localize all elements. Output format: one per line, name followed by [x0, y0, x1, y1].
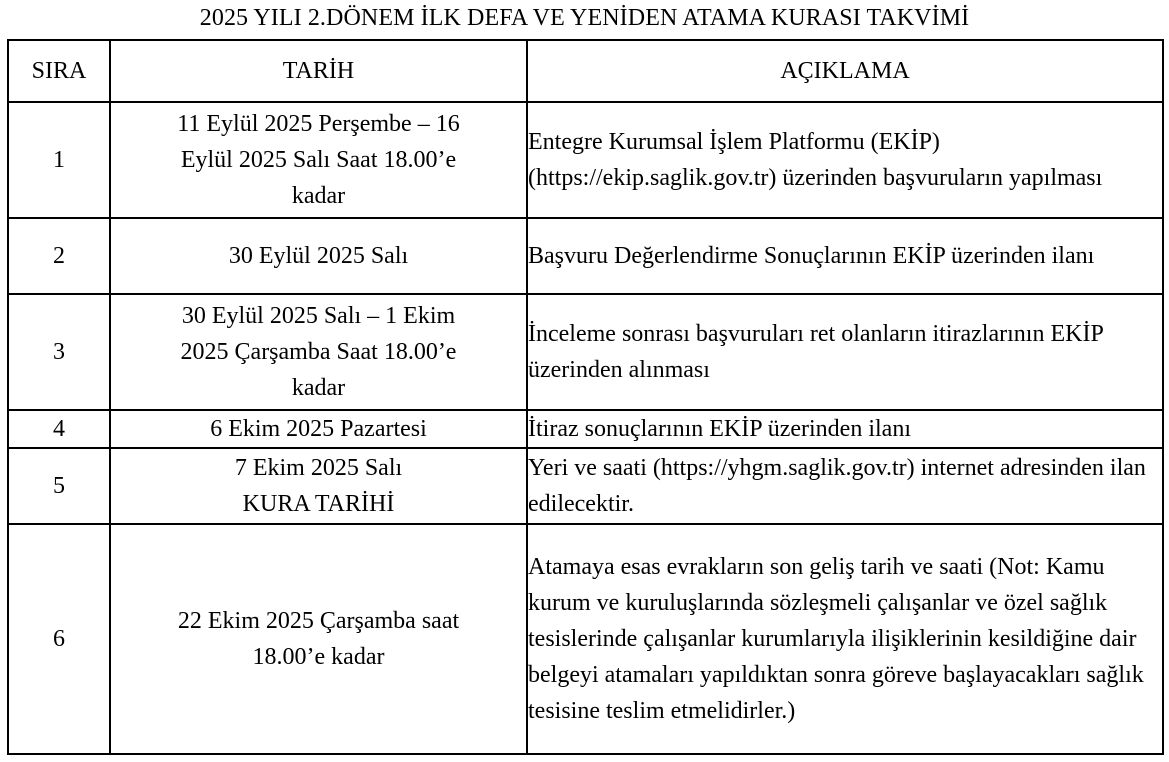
table-row — [8, 524, 1163, 754]
table-row — [8, 448, 1163, 524]
document-title: 2025 YILI 2.DÖNEM İLK DEFA VE YENİDEN ATAMA KURASI TAKVİMİ — [199, 5, 970, 31]
tarih-line: Eylül 2025 Salı Saat 18.00’e — [180, 147, 457, 173]
table-row — [8, 294, 1163, 410]
tarih-line: 6 Ekim 2025 Pazartesi — [210, 416, 427, 442]
row-aciklama: Atamaya esas evrakların son geliş tarih ve saati (Not: Kamu kurum ve kuruluşlarında sözleşmeli çalışanlar ve özel sağlık tesislerinde çalışanlar kurumlarıyla ilişiklerinin kesildiğine dair belgeyi atamaları yapıldıktan sonra göreve başlayacakları sağlık tesisine teslim etmelidirler.) — [527, 524, 1163, 754]
row-sira: 2 — [8, 218, 110, 294]
tarih-line: 22 Ekim 2025 Çarşamba saat — [177, 608, 460, 634]
tarih-line: 18.00’e kadar — [252, 644, 385, 670]
tarih-line: 30 Eylül 2025 Salı — [228, 243, 409, 269]
row-sira: 5 — [8, 448, 110, 524]
tarih-line: 7 Ekim 2025 Salı — [234, 455, 403, 481]
schedule-table — [7, 39, 1164, 755]
row-aciklama: Entegre Kurumsal İşlem Platformu (EKİP) (https://ekip.saglik.gov.tr) üzerinden başvuruların yapılması — [527, 102, 1163, 218]
row-aciklama: Başvuru Değerlendirme Sonuçlarının EKİP üzerinden ilanı — [527, 218, 1163, 294]
row-sira: 6 — [8, 524, 110, 754]
tarih-line: 11 Eylül 2025 Perşembe – 16 — [177, 111, 460, 137]
header-aciklama: AÇIKLAMA — [527, 40, 1163, 102]
tarih-line: 2025 Çarşamba Saat 18.00’e — [180, 339, 457, 365]
row-tarih — [110, 294, 527, 410]
table-row — [8, 102, 1163, 218]
table-header-row — [8, 40, 1163, 102]
row-tarih — [110, 524, 527, 754]
row-aciklama: Yeri ve saati (https://yhgm.saglik.gov.tr) internet adresinden ilan edilecektir. — [527, 448, 1163, 524]
row-sira: 4 — [8, 410, 110, 448]
header-tarih: TARİH — [110, 40, 527, 102]
row-tarih — [110, 410, 527, 448]
table-row — [8, 218, 1163, 294]
table-row — [8, 410, 1163, 448]
header-sira: SIRA — [8, 40, 110, 102]
tarih-line: kadar — [291, 375, 346, 401]
row-tarih — [110, 218, 527, 294]
row-aciklama: İnceleme sonrası başvuruları ret olanların itirazlarının EKİP üzerinden alınması — [527, 294, 1163, 410]
row-sira: 3 — [8, 294, 110, 410]
tarih-line: 30 Eylül 2025 Salı – 1 Ekim — [181, 303, 456, 329]
tarih-line: KURA TARİHİ — [242, 491, 395, 517]
tarih-line: kadar — [291, 183, 346, 209]
row-aciklama: İtiraz sonuçlarının EKİP üzerinden ilanı — [527, 410, 1163, 448]
row-sira: 1 — [8, 102, 110, 218]
row-tarih — [110, 102, 527, 218]
row-tarih — [110, 448, 527, 524]
